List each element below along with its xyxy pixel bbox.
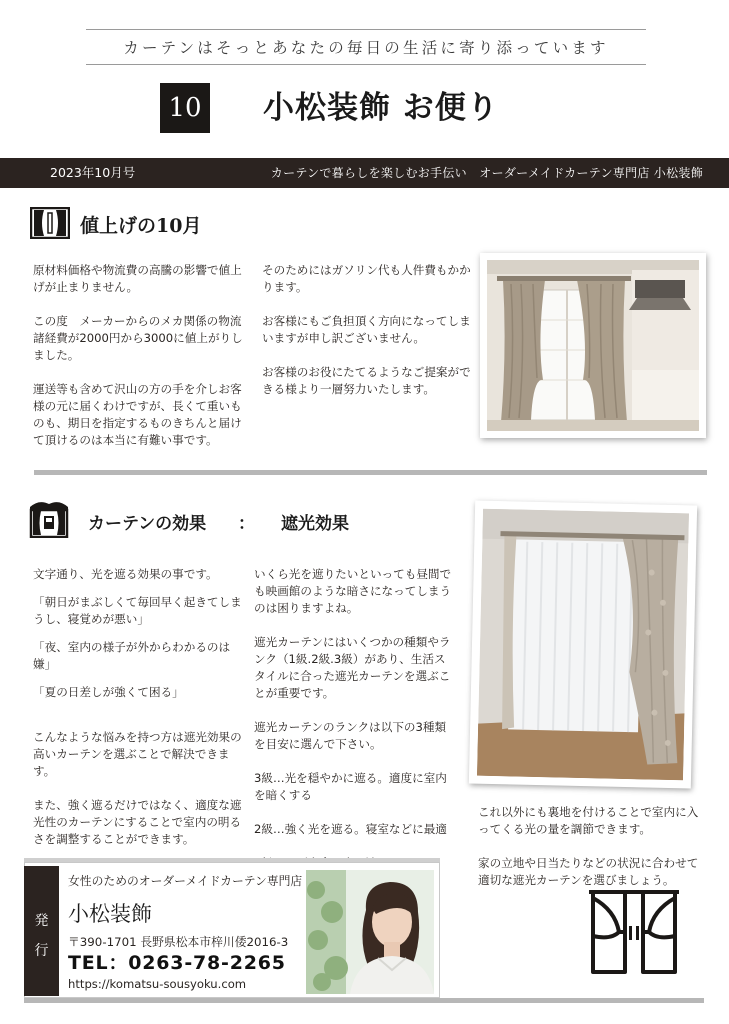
publisher-label-char: 行 [34,943,49,959]
footer-company-name: 小松装飾 [68,902,152,926]
valance-curtain-icon [28,498,70,538]
issue-band [0,158,729,188]
header-tagline: カーテンはそっとあなたの毎日の生活に寄り添っています [86,29,646,65]
section-separator [34,470,707,475]
paragraph: 「朝日がまぶしくて毎回早く起きてしまうし、寝覚めが悪い」 [33,595,242,626]
section2-column-1 [33,566,247,848]
paragraph: お客様にもご負担頂く方向になってしまいますが申し訳ございません。 [262,314,471,345]
curtain-photo-2 [469,501,697,789]
footer-website-link[interactable]: https://komatsu-sousyoku.com [68,977,247,991]
paragraph: 遮光カーテンのランクは以下の3種類を目安に選んで下さい。 [254,720,447,751]
footer-subtitle: 女性のためのオーダーメイドカーテン専門店 [68,874,303,888]
section2-column-3 [478,804,708,889]
curtain-photo-1 [480,253,706,438]
paragraph: また、強く遮るだけではなく、適度な遮光性のカーテンにすることで室内の明るさを調整することができます。 [33,798,242,846]
section2-title-separator: ： [238,514,255,534]
bottom-rule [24,998,704,1003]
issue-number-badge: 10 [160,83,210,133]
paragraph: 3級…光を穏やかに遮る。適度に室内を暗くする [254,771,447,802]
paragraph: 原材料価格や物流費の高騰の影響で値上げが止まりません。 [33,263,242,294]
newsletter-title: 小松装飾 お便り [263,90,499,126]
section2-title-right: 遮光効果 [281,514,349,534]
section2-title-left: カーテンの効果 [88,514,207,534]
band-slogan: カーテンで暮らしを楽しむお手伝い オーダーメイドカーテン専門店 小松装飾 [270,166,703,180]
paragraph: これ以外にも裏地を付けることで室内に入ってくる光の量を調節できます。 [478,805,699,836]
footer-telephone: TEL：0263-78-2265 [68,952,286,974]
curtain-window-icon [30,207,70,239]
paragraph: 文字通り、光を遮る効果の事です。 [33,567,218,581]
section1-column-1 [33,262,247,449]
paragraph: 「夏の日差しが強くて困る」 [33,685,184,699]
paragraph: 遮光カーテンにはいくつかの種類やランク（1級.2級.3級）があり、生活スタイルに合った遮光カーテンを選ぶことが重要です。 [254,635,451,700]
section1-column-2 [262,262,474,398]
section1-title: 値上げの10月 [80,215,202,237]
paragraph: そのためにはガソリン代も人件費もかかります。 [262,263,471,294]
owner-portrait-photo [306,870,434,994]
paragraph: 家の立地や日当たりなどの状況に合わせて適切な遮光カーテンを選びましょう。 [478,856,699,887]
paragraph: こんなような悩みを持つ方は遮光効果の高いカーテンを選ぶことで解決できます。 [33,730,242,778]
paragraph: お客様のお役にたてるようなご提案ができる様より一層努力いたします。 [262,365,471,396]
publisher-label-char: 発 [34,913,49,929]
issue-date: 2023年10月号 [50,165,136,180]
paragraph: この度 メーカーからのメカ関係の物流諸経費が2000円から3000に値上がりしました。 [33,314,243,362]
publisher-label [24,866,59,996]
paragraph: 「夜、室内の様子が外からわかるのは嫌」 [33,640,231,671]
section2-column-2 [254,566,454,872]
paragraph: 2級…強く光を遮る。寝室などに最適 [254,822,447,836]
footer-address: 〒390-1701 長野県松本市梓川倭2016-3 [68,935,289,949]
paragraph: いくら光を遮りたいといっても昼間でも映画館のような暗さになってしまうのは困りますよね。 [254,567,452,615]
curtain-outline-icon [585,888,683,980]
paragraph: 運送等も含めて沢山の方の手を介しお客様の元に届くわけですが、長くて重いものも、期日を指定するものきちんと届けて頂けるのは本当に有難い事です。 [33,382,242,447]
